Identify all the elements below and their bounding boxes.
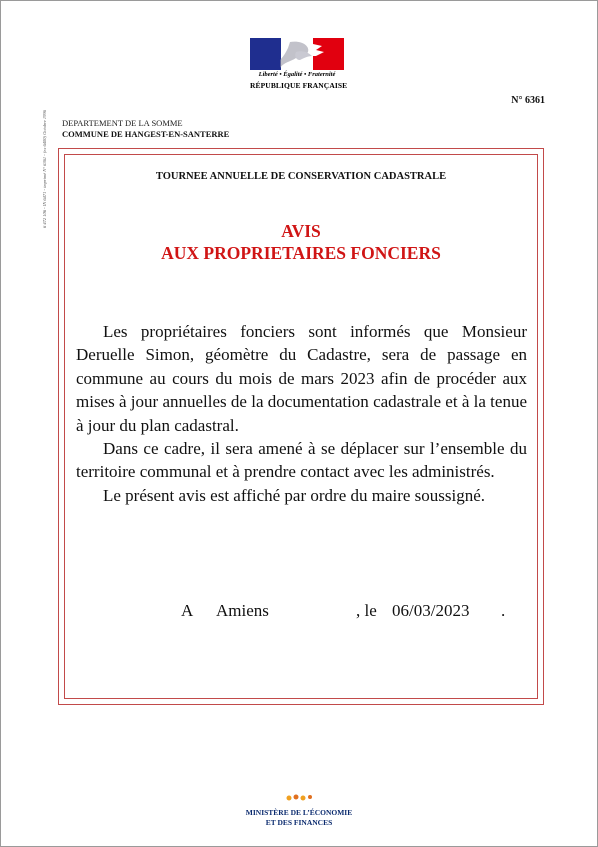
signature-city: Amiens [216,601,269,620]
notice-body [76,320,527,507]
republic-name: RÉPUBLIQUE FRANÇAISE [250,81,348,90]
signature-date-prefix: , le [356,601,377,620]
notice-title: TOURNEE ANNUELLE DE CONSERVATION CADASTRALE [155,171,447,182]
document-number: N° 6361 [511,95,545,106]
signature-prefix: A [181,601,194,620]
ministry-logo [229,790,369,827]
notice-heading: AVIS [281,221,321,241]
notice-subheading: AUX PROPRIETAIRES FONCIERS [161,243,441,263]
notice-paragraph: Le présent avis est affiché par ordre du maire soussigné. [103,485,486,505]
form-reference: 6 472 106 - IN 6471 - imprimé N° 6361 - (ex 6400) Octobre 1996 [42,110,47,228]
ministry-name-line1: MINISTÈRE DE L’ÉCONOMIE [245,808,353,817]
ministry-emblem-icon [284,793,314,803]
marianne-flag-icon [250,38,344,70]
notice-paragraph: Les propriétaires fonciers sont informés que Monsieur Deruelle Simon, géomètre du Cadastre, sera de passage en commune au cours du mois de mars 2023 afin de procéder aux mises à jour annuelles de la documentation cadastrale et à la tenue à jour du plan cadastral. [76,322,527,435]
department-name: DEPARTEMENT DE LA SOMME [62,118,183,128]
commune-name: COMMUNE DE HANGEST-EN-SANTERRE [62,129,230,139]
ministry-name-line2: ET DES FINANCES [265,817,333,827]
notice-paragraph: Dans ce cadre, il sera amené à se déplacer sur l’ensemble du territoire communal et à prendre contact avec les administrés. [76,439,527,482]
signature-end: . [501,601,506,620]
signature-date: 06/03/2023 [392,601,470,620]
republic-motto: Liberté • Égalité • Fraternité [258,71,336,78]
